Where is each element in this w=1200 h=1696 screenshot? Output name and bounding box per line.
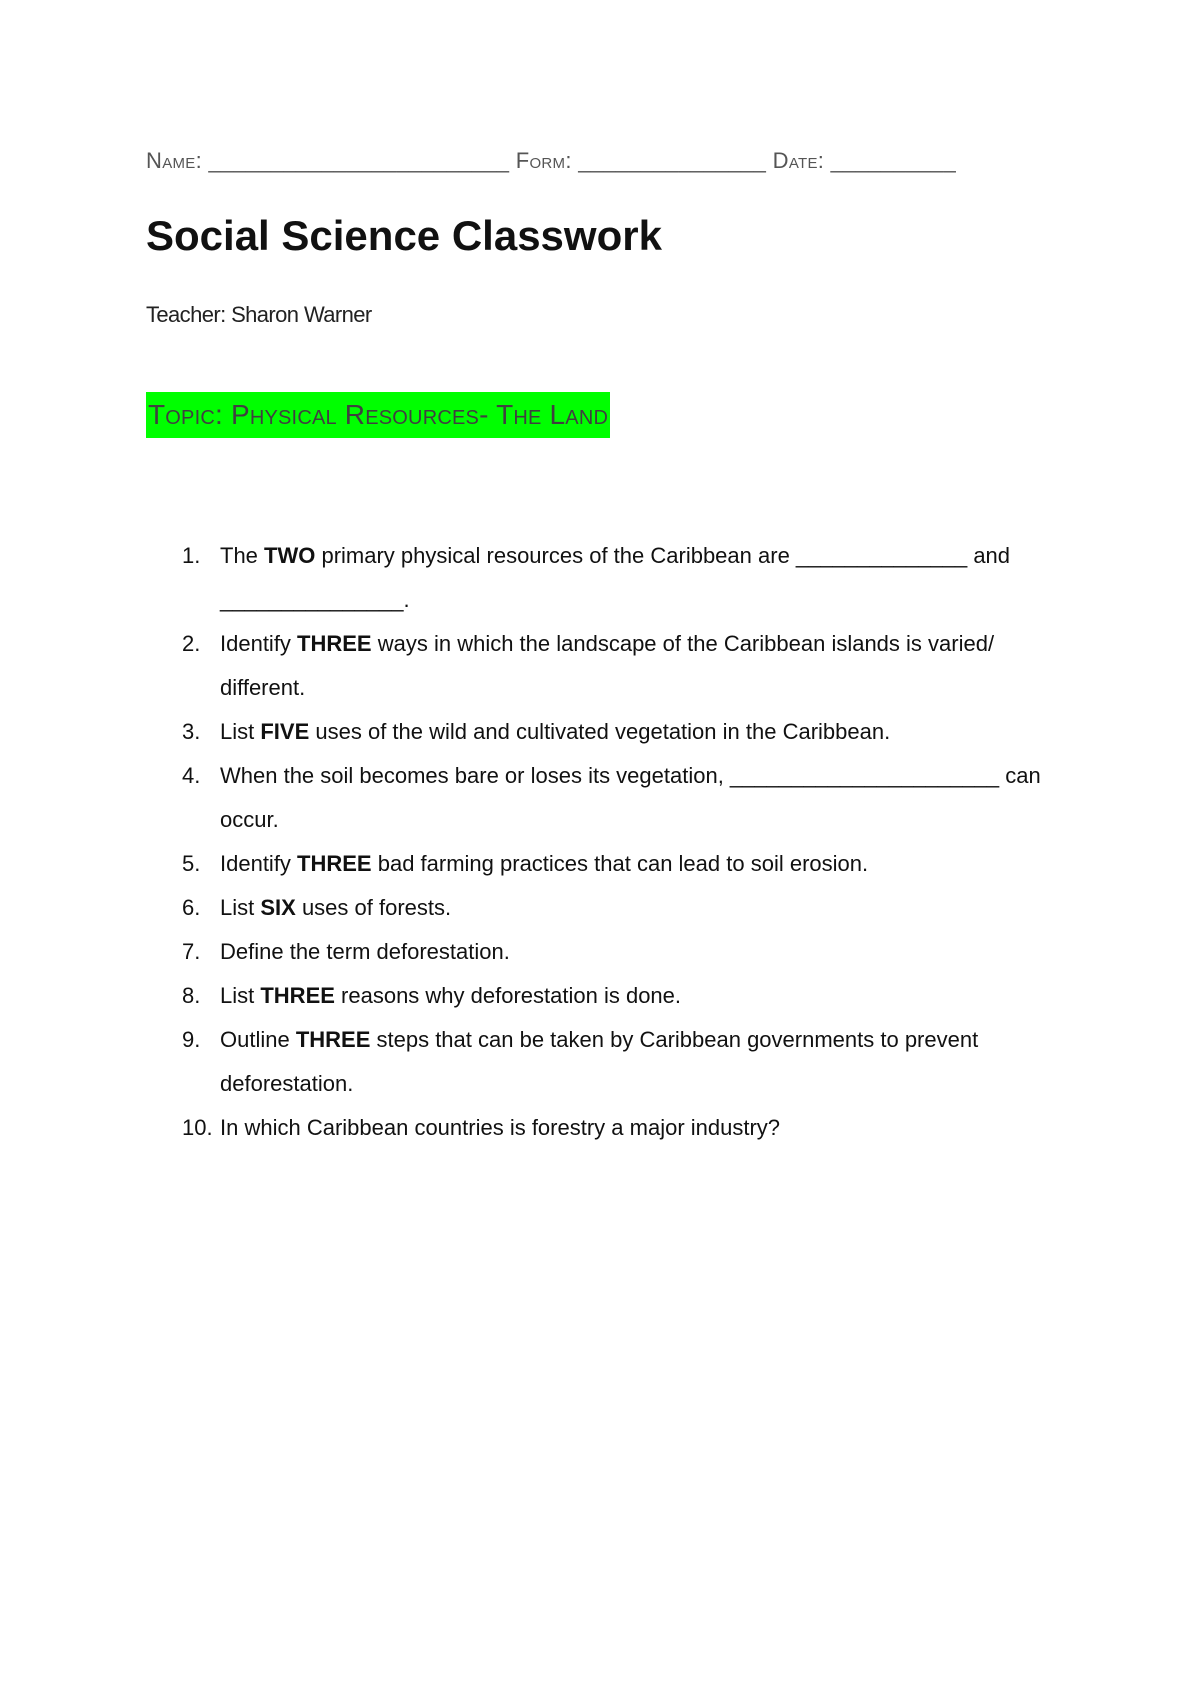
question-item	[146, 710, 1046, 754]
question-emphasis: SIX	[260, 895, 296, 920]
question-emphasis: FIVE	[260, 719, 310, 744]
question-text-part: Outline	[220, 1027, 296, 1052]
question-text	[220, 983, 681, 1008]
question-text	[220, 763, 1041, 832]
question-number: 9.	[182, 1027, 201, 1052]
question-item	[146, 754, 1046, 842]
question-item	[146, 930, 1046, 974]
question-text-part: primary physical resources of the Caribbean are ______________ and _______________.	[220, 543, 1011, 612]
question-item	[146, 534, 1046, 622]
student-info-header	[146, 148, 1046, 174]
question-number: 1.	[182, 543, 201, 568]
question-text-part: When the soil becomes bare or loses its vegetation, ______________________ can occur.	[220, 763, 1041, 832]
document-title: Social Science Classwork	[146, 212, 662, 259]
question-emphasis: THREE	[297, 851, 372, 876]
question-emphasis: THREE	[297, 631, 372, 656]
question-text-part: In which Caribbean countries is forestry a major industry?	[220, 1115, 781, 1140]
question-number: 8.	[182, 983, 201, 1008]
date-blank: __________	[830, 148, 956, 173]
question-text-part: reasons why deforestation is done.	[334, 983, 682, 1008]
question-text-part: bad farming practices that can lead to soil erosion.	[371, 851, 869, 876]
question-number: 7.	[182, 939, 201, 964]
question-text-part: The	[220, 543, 265, 568]
question-text	[220, 543, 1010, 612]
question-text	[220, 1115, 780, 1140]
question-text	[220, 631, 994, 700]
question-number: 5.	[182, 851, 201, 876]
form-label: Form:	[515, 148, 572, 173]
name-label: Name:	[146, 148, 203, 173]
question-item	[146, 1106, 1046, 1150]
question-text-part: uses of forests.	[295, 895, 452, 920]
question-text	[220, 1027, 978, 1096]
question-text	[220, 719, 890, 744]
question-number: 10.	[182, 1115, 213, 1140]
question-list	[146, 534, 1046, 1150]
question-number: 6.	[182, 895, 201, 920]
question-emphasis: THREE	[295, 1027, 371, 1052]
question-text-part: List	[220, 895, 261, 920]
question-text	[220, 895, 451, 920]
question-number: 4.	[182, 763, 201, 788]
question-text-part: List	[220, 983, 261, 1008]
question-item	[146, 622, 1046, 710]
question-text-part: steps that can be taken by Caribbean governments to prevent deforestation.	[220, 1027, 979, 1096]
topic-heading: Topic: Physical Resources- The Land	[146, 392, 610, 438]
question-text-part: Identify	[220, 631, 298, 656]
name-blank: ________________________	[208, 148, 510, 173]
question-text-part: List	[220, 719, 261, 744]
form-blank: _______________	[578, 148, 767, 173]
teacher-name: Teacher: Sharon Warner	[146, 302, 372, 327]
question-text	[220, 939, 510, 964]
question-text-part: Define the term deforestation.	[220, 939, 510, 964]
question-text-part: uses of the wild and cultivated vegetation in the Caribbean.	[309, 719, 891, 744]
question-number: 3.	[182, 719, 201, 744]
question-text-part: ways in which the landscape of the Caribbean islands is varied/ different.	[220, 631, 995, 700]
question-number: 2.	[182, 631, 201, 656]
question-emphasis: THREE	[260, 983, 335, 1008]
question-item	[146, 842, 1046, 886]
question-item	[146, 974, 1046, 1018]
question-text-part: Identify	[220, 851, 298, 876]
question-text	[220, 851, 868, 876]
question-item	[146, 1018, 1046, 1106]
date-label: Date:	[772, 148, 825, 173]
question-item	[146, 886, 1046, 930]
question-emphasis: TWO	[264, 543, 316, 568]
